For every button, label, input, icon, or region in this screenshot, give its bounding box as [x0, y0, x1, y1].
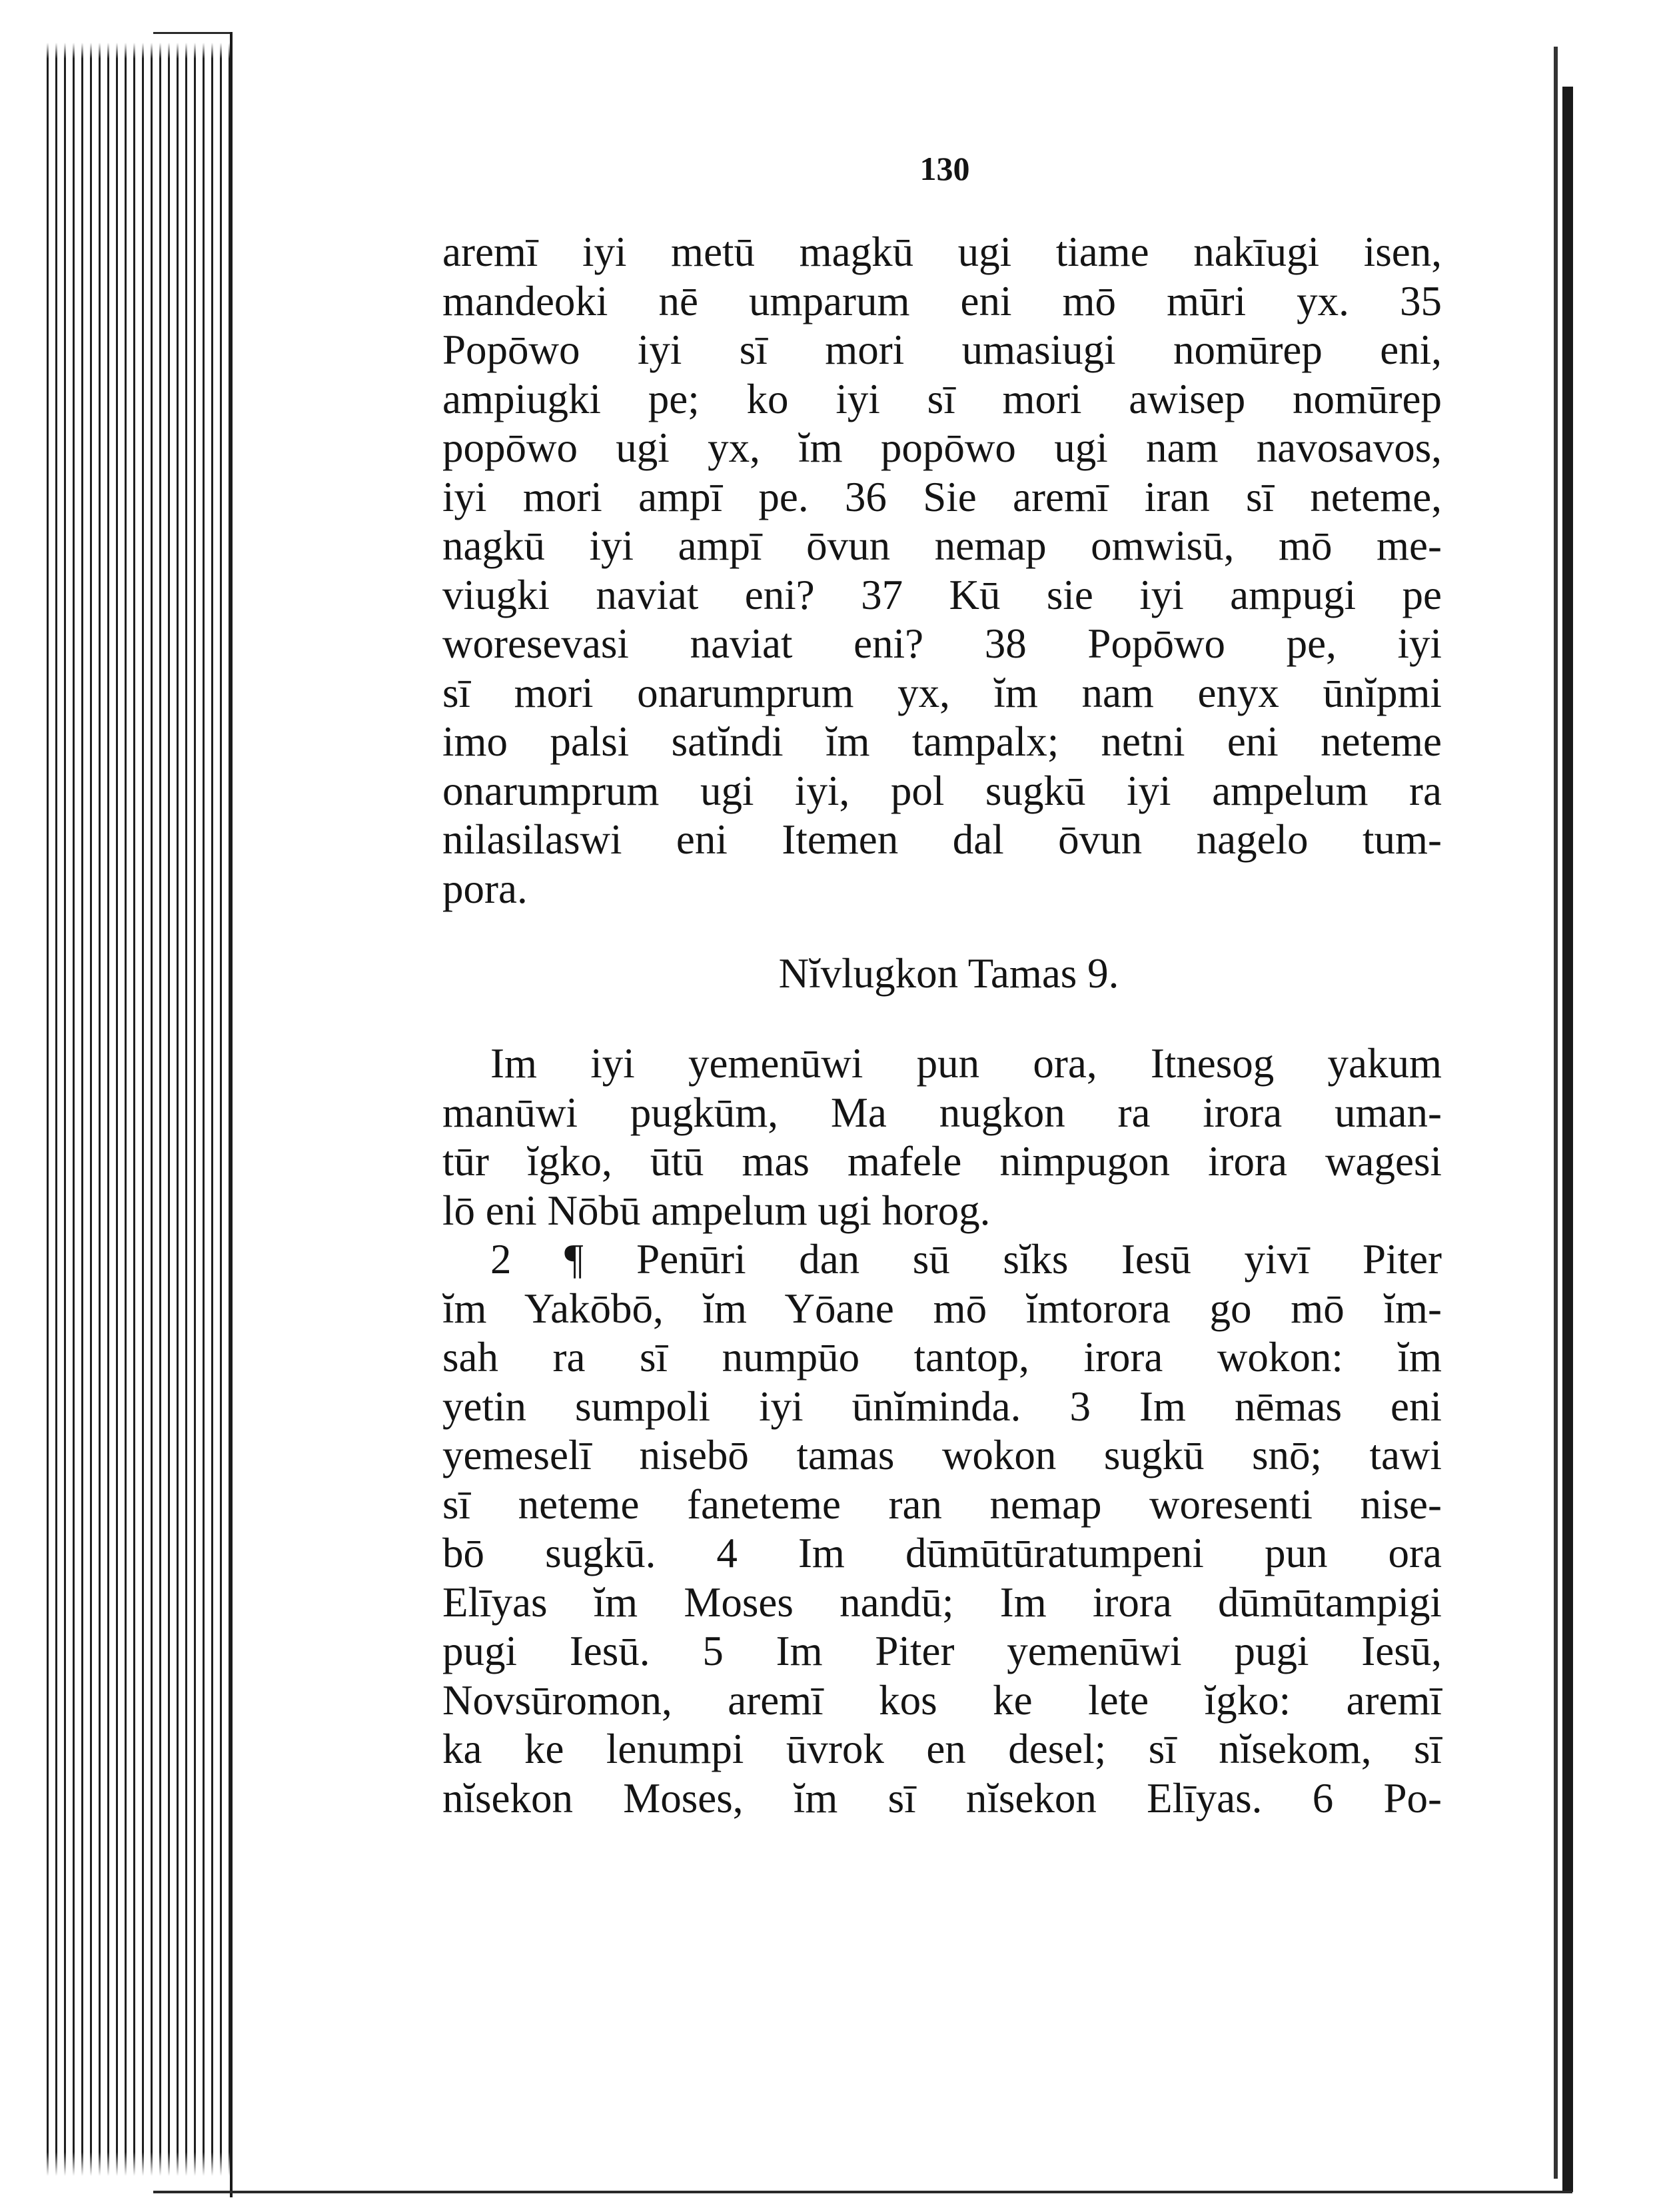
text-line: bō sugkū. 4 Im dūmūtūratumpeni pun ora: [442, 1530, 1442, 1576]
text-line: Elīyas ĭm Moses nandū; Im irora dūmūtampigi: [442, 1578, 1442, 1626]
text-line: onarumprum ugi iyi, pol sugkū iyi ampelum ra: [442, 767, 1442, 814]
text-line: Popōwo iyi sī mori umasiugi nomūrep eni,: [442, 326, 1442, 373]
text-line: mandeoki nē umparum eni mō mūri yx. 35: [442, 277, 1442, 324]
verse-paragraph: [442, 1235, 1442, 1823]
text-line: Im iyi yemenūwi pun ora, Itnesog yakum: [490, 1040, 1442, 1087]
text-line: sah ra sī numpūo tantop, irora wokon: ĭm: [442, 1334, 1442, 1381]
text-line: yemeselī nisebō tamas wokon sugkū snō; tawi: [442, 1432, 1442, 1478]
page-number: 130: [919, 150, 970, 187]
page-edges-fade-bottom: [40, 2152, 253, 2192]
text-line: ĭm Yakōbō, ĭm Yōane mō ĭmtorora go mō ĭm-: [442, 1285, 1442, 1332]
text-line: ampiugki pe; ko iyi sī mori awisep nomūrep: [442, 375, 1442, 422]
text-line: viugki naviat eni? 37 Kū sie iyi ampugi pe: [442, 571, 1442, 618]
text-line: yetin sumpoli iyi ūnĭminda. 3 Im nēmas eni: [442, 1382, 1442, 1430]
binding-shadow: [1554, 47, 1558, 2179]
text-line: sī neteme faneteme ran nemap woresenti nise-: [442, 1480, 1442, 1528]
text-line: woresevasi naviat eni? 38 Popōwo pe, iyi: [442, 620, 1442, 667]
binding-edge: [1562, 87, 1573, 2192]
text-line: pora.: [442, 865, 528, 912]
text-line: Novsūromon, aremī kos ke lete ĭgko: aremī: [442, 1676, 1442, 1724]
text-line: lō eni Nōbū ampelum ugi horog.: [442, 1187, 991, 1234]
text-line: ka ke lenumpi ūvrok en desel; sī nĭsekom, sī: [442, 1726, 1442, 1772]
text-line: 2 ¶ Penūri dan sū sĭks Iesū yivī Piter: [490, 1236, 1442, 1283]
text-line: iyi mori ampī pe. 36 Sie aremī iran sī neteme,: [442, 473, 1442, 520]
text-line: tūr ĭgko, ūtū mas mafele nimpugon irora wagesi: [442, 1138, 1442, 1185]
text-line: imo palsi satĭndi ĭm tampalx; netni eni neteme: [442, 718, 1442, 765]
text-line: aremī iyi metū magkū ugi tiame nakīugi isen,: [442, 229, 1442, 275]
text-line: nĭsekon Moses, ĭm sī nĭsekon Elīyas. 6 Po-: [442, 1774, 1442, 1822]
text-line: pugi Iesū. 5 Im Piter yemenūwi pugi Iesū,: [442, 1628, 1442, 1674]
section-title: Nĭvlugkon Tamas 9.: [778, 950, 1119, 997]
text-block: [442, 133, 1442, 1823]
page-edges: [40, 40, 253, 2185]
text-line: manūwi pugkūm, Ma nugkon ra irora uman-: [442, 1089, 1442, 1136]
top-paragraph: [442, 228, 1442, 913]
chapter-paragraph: [442, 1039, 1442, 1235]
page-bottom-edge: [153, 2191, 1572, 2193]
text-line: nagkū iyi ampī ōvun nemap omwisū, mō me-: [442, 522, 1442, 569]
page-edges-fade-top: [40, 32, 253, 59]
text-line: nilasilaswi eni Itemen dal ōvun nagelo tum-: [442, 816, 1442, 863]
text-line: sī mori onarumprum yx, ĭm nam enyx ūnĭpmi: [442, 669, 1442, 716]
text-line: popōwo ugi yx, ĭm popōwo ugi nam navosavos,: [442, 424, 1442, 471]
